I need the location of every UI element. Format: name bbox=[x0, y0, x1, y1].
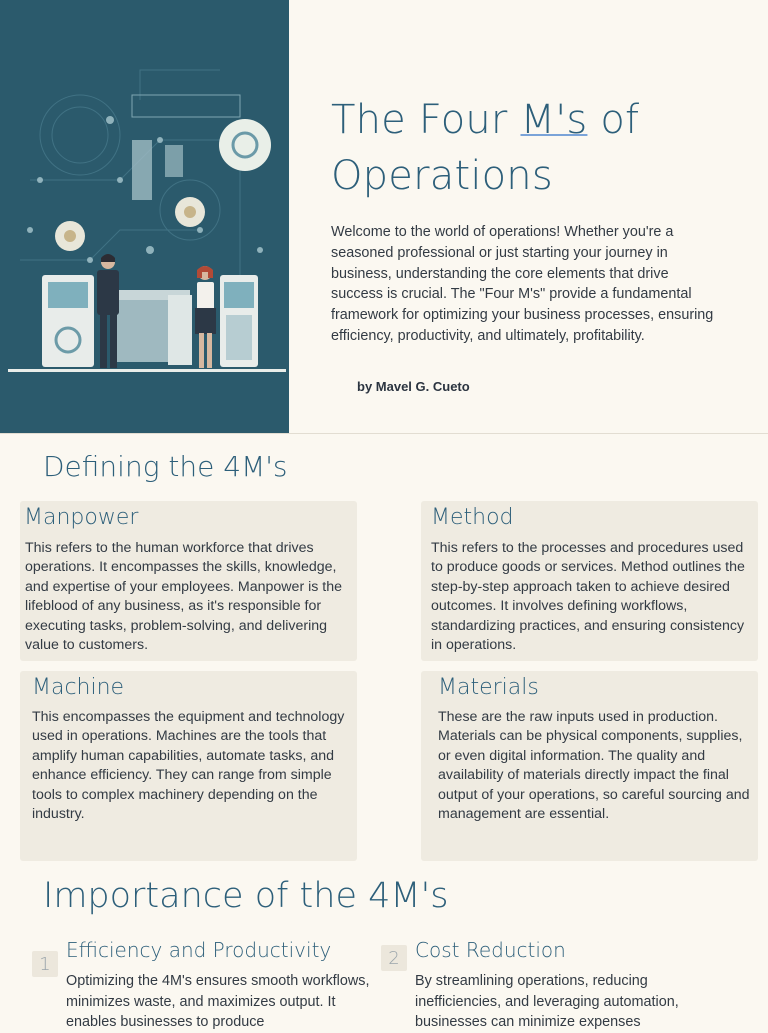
card-text: These are the raw inputs used in production. Materials can be physical components, supplies, or even digital information. The quality and availability of materials directly impact the final output of your operations, so careful sourcing and management are essential. bbox=[438, 709, 750, 823]
card-machine bbox=[20, 671, 357, 861]
importance-item-title: Efficiency and Productivity bbox=[66, 938, 332, 962]
importance-item-title: Cost Reduction bbox=[415, 938, 566, 962]
importance-section-title: Importance of the 4M's bbox=[43, 876, 449, 916]
importance-item-text: Optimizing the 4M's ensures smooth workflows, minimizes waste, and maximizes output. It enables businesses to produce bbox=[66, 973, 370, 1031]
defining-section-title: Defining the 4M's bbox=[43, 450, 288, 483]
title-text-end: of Operations bbox=[331, 97, 640, 199]
card-text: This encompasses the equipment and technology used in operations. Machines are the tools that amplify human capabilities, automate tasks, and enhance efficiency. They can range from simple tools to complex machinery depending on the industry. bbox=[32, 709, 345, 823]
card-manpower bbox=[20, 501, 357, 661]
card-title: Method bbox=[431, 505, 514, 530]
card-title: Materials bbox=[438, 675, 539, 700]
card-text: This refers to the human workforce that drives operations. It encompasses the skills, knowledge, and expertise of your employees. Manpower is the lifeblood of any business, as it's responsible for executing tasks, problem-solving, and delivering value to customers. bbox=[25, 540, 343, 654]
card-title: Manpower bbox=[24, 505, 139, 530]
title-text-start: The Four bbox=[331, 97, 521, 143]
card-materials bbox=[421, 671, 758, 861]
page-title bbox=[331, 92, 751, 204]
card-text: This refers to the processes and procedures used to produce goods or services. Method outlines the step-by-step approach taken to achieve desired outcomes. It involves defining workflows, standardizing practices, and ensuring consistency in operations. bbox=[431, 540, 745, 654]
item-number-badge: 1 bbox=[32, 951, 58, 977]
section-divider bbox=[0, 433, 768, 434]
hero-illustration bbox=[0, 0, 289, 433]
intro-paragraph: Welcome to the world of operations! Whether you're a seasoned professional or just starting your journey in business, understanding the core elements that drive success is crucial. The "Four M's" provide a fundamental framework for optimizing your business processes, ensuring efficiency, productivity, and ultimately, profitability. bbox=[331, 224, 714, 344]
card-method bbox=[421, 501, 758, 661]
card-title: Machine bbox=[32, 675, 125, 700]
author-byline: by Mavel G. Cueto bbox=[357, 379, 470, 394]
importance-item-text: By streamlining operations, reducing inefficiencies, and leveraging automation, businesses can minimize expenses bbox=[415, 973, 679, 1031]
item-number-badge: 2 bbox=[381, 945, 407, 971]
title-underlined-text: M's bbox=[520, 97, 588, 143]
